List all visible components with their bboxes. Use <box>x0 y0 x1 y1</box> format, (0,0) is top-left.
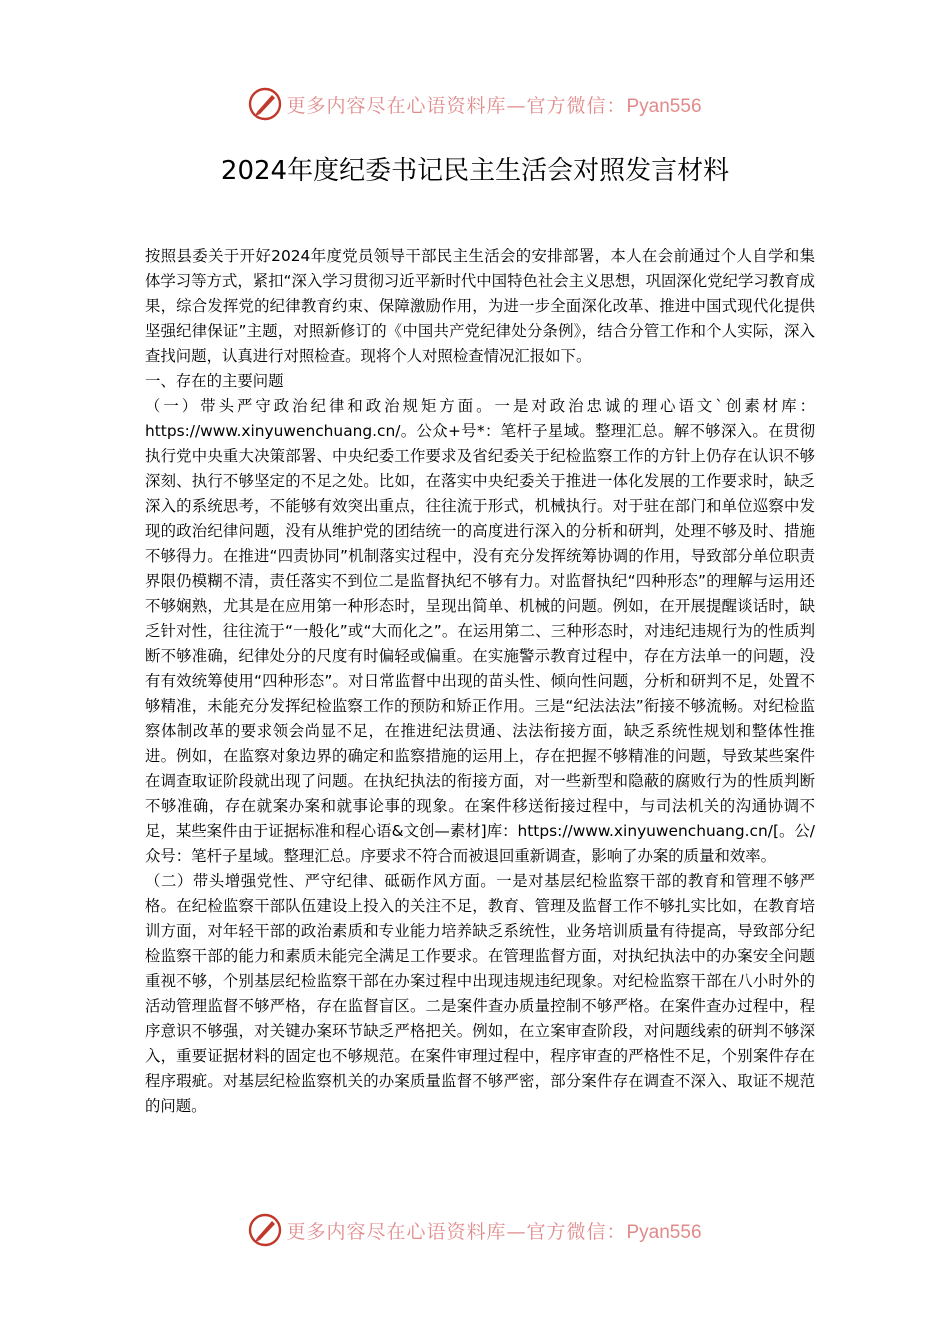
body-paragraph: （二）带头增强党性、严守纪律、砥砺作风方面。一是对基层纪检监察干部的教育和管理不够严格。在纪检监察干部队伍建设上投入的关注不足，教育、管理及监督工作不够扎实比如，在教育培训方面，对年轻干部的政治素质和专业能力培养缺乏系统性，业务培训质量有待提高，导致部分纪检监察干部的能力和素质未能完全满足工作要求。在管理监督方面，对执纪执法中的办案安全问题重视不够，个别基层纪检监察干部在办案过程中出现违规违纪现象。对纪检监察干部在八小时外的活动管理监督不够严格，存在监督盲区。二是案件查办质量控制不够严格。在案件查办过程中，程序意识不够强，对关键办案环节缺乏严格把关。例如，在立案审查阶段，对问题线索的研判不够深入，重要证据材料的固定也不够规范。在案件审理过程中，程序审查的严格性不足，个别案件存在程序瑕疵。对基层纪检监察机关的办案质量监督不够严密，部分案件存在调查不深入、取证不规范的问题。 <box>145 872 815 1115</box>
banner-label: 更多内容尽在心语资料库—官方微信： <box>286 94 627 117</box>
banner-text <box>286 1217 701 1244</box>
banner-label: 更多内容尽在心语资料库—官方微信： <box>286 1220 627 1243</box>
document-title: 2024年度纪委书记民主生活会对照发言材料 <box>220 156 730 186</box>
intro-paragraph: 按照县委关于开好2024年度党员领导干部民主生活会的安排部署，本人在会前通过个人自学和集体学习等方式，紧扣“深入学习贯彻习近平新时代中国特色社会主义思想，巩固深化党纪学习教育成果，综合发挥党的纪律教育约束、保障激励作用，为进一步全面深化改革、推进中国式现代化提供坚强纪律保证”主题，对照新修订的《中国共产党纪律处分条例》，结合分管工作和个人实际，深入查找问题，认真进行对照检查。现将个人对照检查情况汇报如下。 <box>145 247 815 365</box>
pen-logo-icon <box>248 87 282 121</box>
banner-wechat-id: Pyan556 <box>626 1221 702 1243</box>
banner-text <box>286 91 701 118</box>
section-heading: 一、存在的主要问题 <box>145 372 284 390</box>
pen-logo-icon <box>248 1213 282 1247</box>
header-banner <box>0 84 950 124</box>
footer-banner <box>0 1210 950 1250</box>
body-paragraph: （一）带头严守政治纪律和政治规矩方面。一是对政治忠诚的理心语文`创素材库：https://www.xinyuwenchuang.cn/。公众+号*：笔杆子星域。整理汇总。解不够深入。在贯彻执行党中央重大决策部署、中央纪委工作要求及省纪委关于纪检监察工作的方针上仍存在认识不够深刻、执行不够坚定的不足之处。比如，在落实中央纪委关于推进一体化发展的工作要求时，缺乏深入的系统思考，不能够有效突出重点，往往流于形式，机械执行。对于驻在部门和单位巡察中发现的政治纪律问题，没有从维护党的团结统一的高度进行深入的分析和研判，处理不够及时、措施不够得力。在推进“四责协同”机制落实过程中，没有充分发挥统筹协调的作用，导致部分单位职责界限仍模糊不清，责任落实不到位二是监督执纪不够有力。对监督执纪“四种形态”的理解与运用还不够娴熟，尤其是在应用第一种形态时，呈现出简单、机械的问题。例如，在开展提醒谈话时，缺乏针对性，往往流于“一般化”或“大而化之”。在运用第二、三种形态时，对违纪违规行为的性质判断不够准确，纪律处分的尺度有时偏轻或偏重。在实施警示教育过程中，存在方法单一的问题，没有有效统筹使用“四种形态”。对日常监督中出现的苗头性、倾向性问题，分析和研判不足，处置不够精准，未能充分发挥纪检监察工作的预防和矫正作用。三是“纪法法法”衔接不够流畅。对纪检监察体制改革的要求领会尚显不足，在推进纪法贯通、法法衔接方面，缺乏系统性规划和整体性推进。例如，在监察对象边界的确定和监察措施的运用上，存在把握不够精准的问题，导致某些案件在调查取证阶段就出现了问题。在执纪执法的衔接方面，对一些新型和隐蔽的腐败行为的性质判断不够准确，存在就案办案和就事论事的现象。在案件移送衔接过程中，与司法机关的沟通协调不足，某些案件由于证据标准和程心语&文创—素材]库：https://www.xinyuwenchuang.cn/[。公/众号：笔杆子星域。整理汇总。序要求不符合而被退回重新调查，影响了办案的质量和效率。 <box>145 397 815 865</box>
document-body <box>145 244 815 1119</box>
banner-wechat-id: Pyan556 <box>626 95 702 117</box>
